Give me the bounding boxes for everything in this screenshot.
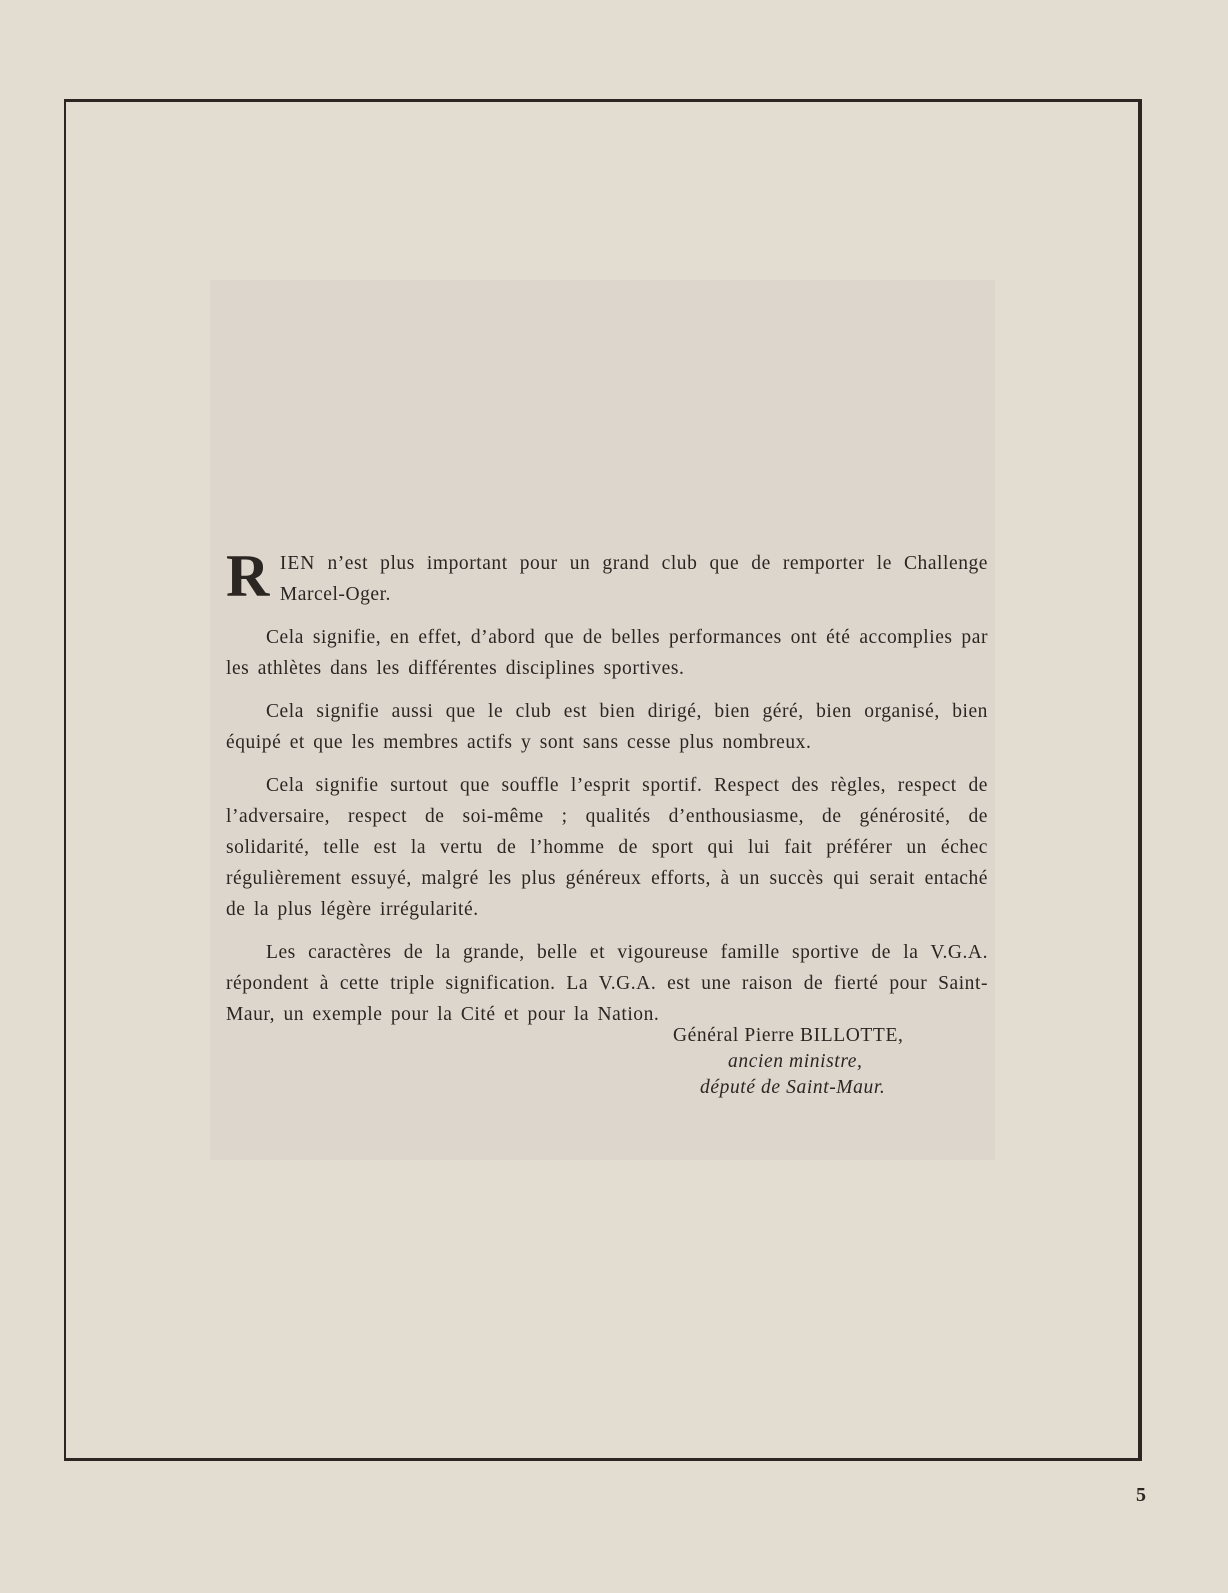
dropcap-letter: R <box>226 543 270 609</box>
lead-small-caps: IEN <box>279 553 316 574</box>
article-body <box>226 543 988 1042</box>
page-number: 5 <box>1136 1484 1146 1506</box>
signature-name: Général Pierre BILLOTTE, <box>673 1025 904 1046</box>
article-paragraph-2: Cela signifie, en effet, d’abord que de belles performances ont été accomplies par les athlètes dans les différentes disciplines sportives. <box>226 627 988 679</box>
article-paragraph-1 <box>226 543 988 610</box>
article-paragraph-3: Cela signifie aussi que le club est bien dirigé, bien géré, bien organisé, bien équipé et que les membres actifs y sont sans cesse plus nombreux. <box>226 701 988 753</box>
article-paragraph-5: Les caractères de la grande, belle et vigoureuse famille sportive de la V.G.A. répondent à cette triple signification. La V.G.A. est une raison de fierté pour Saint-Maur, un exemple pour la Cité et pour la Nation. <box>226 942 988 1025</box>
article-paragraph-4: Cela signifie surtout que souffle l’esprit sportif. Respect des règles, respect de l’adversaire, respect de soi-même ; qualités d’enthousiasme, de générosité, de solidarité, telle est la vertu de l’homme de sport qui lui fait préférer un échec régulièrement essuyé, malgré les plus généreux efforts, à un succès qui serait entaché de la plus légère irrégularité. <box>226 775 988 920</box>
signature-office: député de Saint-Maur. <box>700 1077 886 1098</box>
signature-role: ancien ministre, <box>728 1051 863 1072</box>
paragraph-1-text: n’est plus important pour un grand club que de remporter le Challenge Marcel-Oger. <box>279 553 988 605</box>
signature-block <box>600 1023 980 1101</box>
